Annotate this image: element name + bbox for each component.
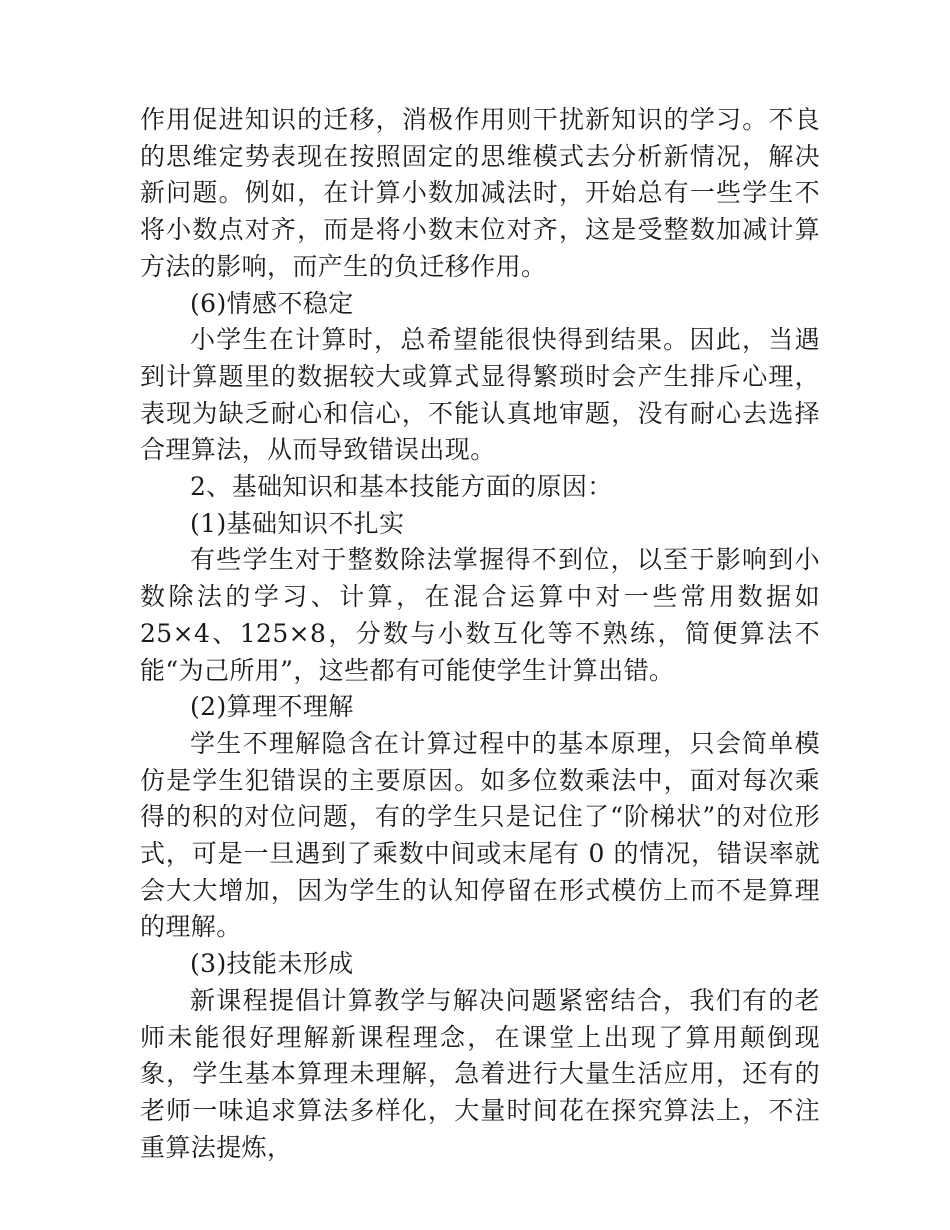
subheading-weak-foundation: (1)基础知识不扎实 (190, 508, 405, 538)
subheading-skills-not-formed: (3)技能未形成 (190, 949, 354, 979)
paragraph-weak-foundation: 有些学生对于整数除法掌握得不到位，以至于影响到小数除法的学习、计算，在混合运算中对一些常用数据如 25×4、125×8，分数与小数互化等不熟练，简便算法不能“为己所用”，这些都有可能使学生计算出错。 (140, 545, 820, 685)
paragraph-arithmetic-principle: 学生不理解隐含在计算过程中的基本原理，只会简单模仿是学生犯错误的主要原因。如多位数乘法中，面对每次乘得的积的对位问题，有的学生只是记住了“阶梯状”的对位形式，可是一旦遇到了乘数中间或末尾有 0 的情况，错误率就会大大增加，因为学生的认知停留在形式模仿上而不是算理的理解。 (140, 728, 820, 942)
paragraph-skills-not-formed: 新课程提倡计算教学与解决问题紧密结合，我们有的老师未能很好理解新课程理念，在课堂上出现了算用颠倒现象，学生基本算理未理解，急着进行大量生活应用，还有的老师一味追求算法多样化，大量时间花在探究算法上，不注重算法提炼， (140, 985, 820, 1162)
subheading-arithmetic-principle: (2)算理不理解 (190, 692, 354, 722)
document-body (140, 102, 820, 1166)
section-heading-basic-knowledge: 2、基础知识和基本技能方面的原因： (190, 472, 613, 502)
paragraph-continuation: 作用促进知识的迁移，消极作用则干扰新知识的学习。不良的思维定势表现在按照固定的思维模式去分析新情况，解决新问题。例如，在计算小数加减法时，开始总有一些学生不将小数点对齐，而是将小数末位对齐，这是受整数加减计算方法的影响，而产生的负迁移作用。 (140, 105, 820, 281)
subheading-emotional-instability: (6)情感不稳定 (190, 288, 354, 318)
paragraph-emotional-instability: 小学生在计算时，总希望能很快得到结果。因此，当遇到计算题里的数据较大或算式显得繁琐时会产生排斥心理，表现为缺乏耐心和信心，不能认真地审题，没有耐心去选择合理算法，从而导致错误出现。 (140, 325, 820, 465)
